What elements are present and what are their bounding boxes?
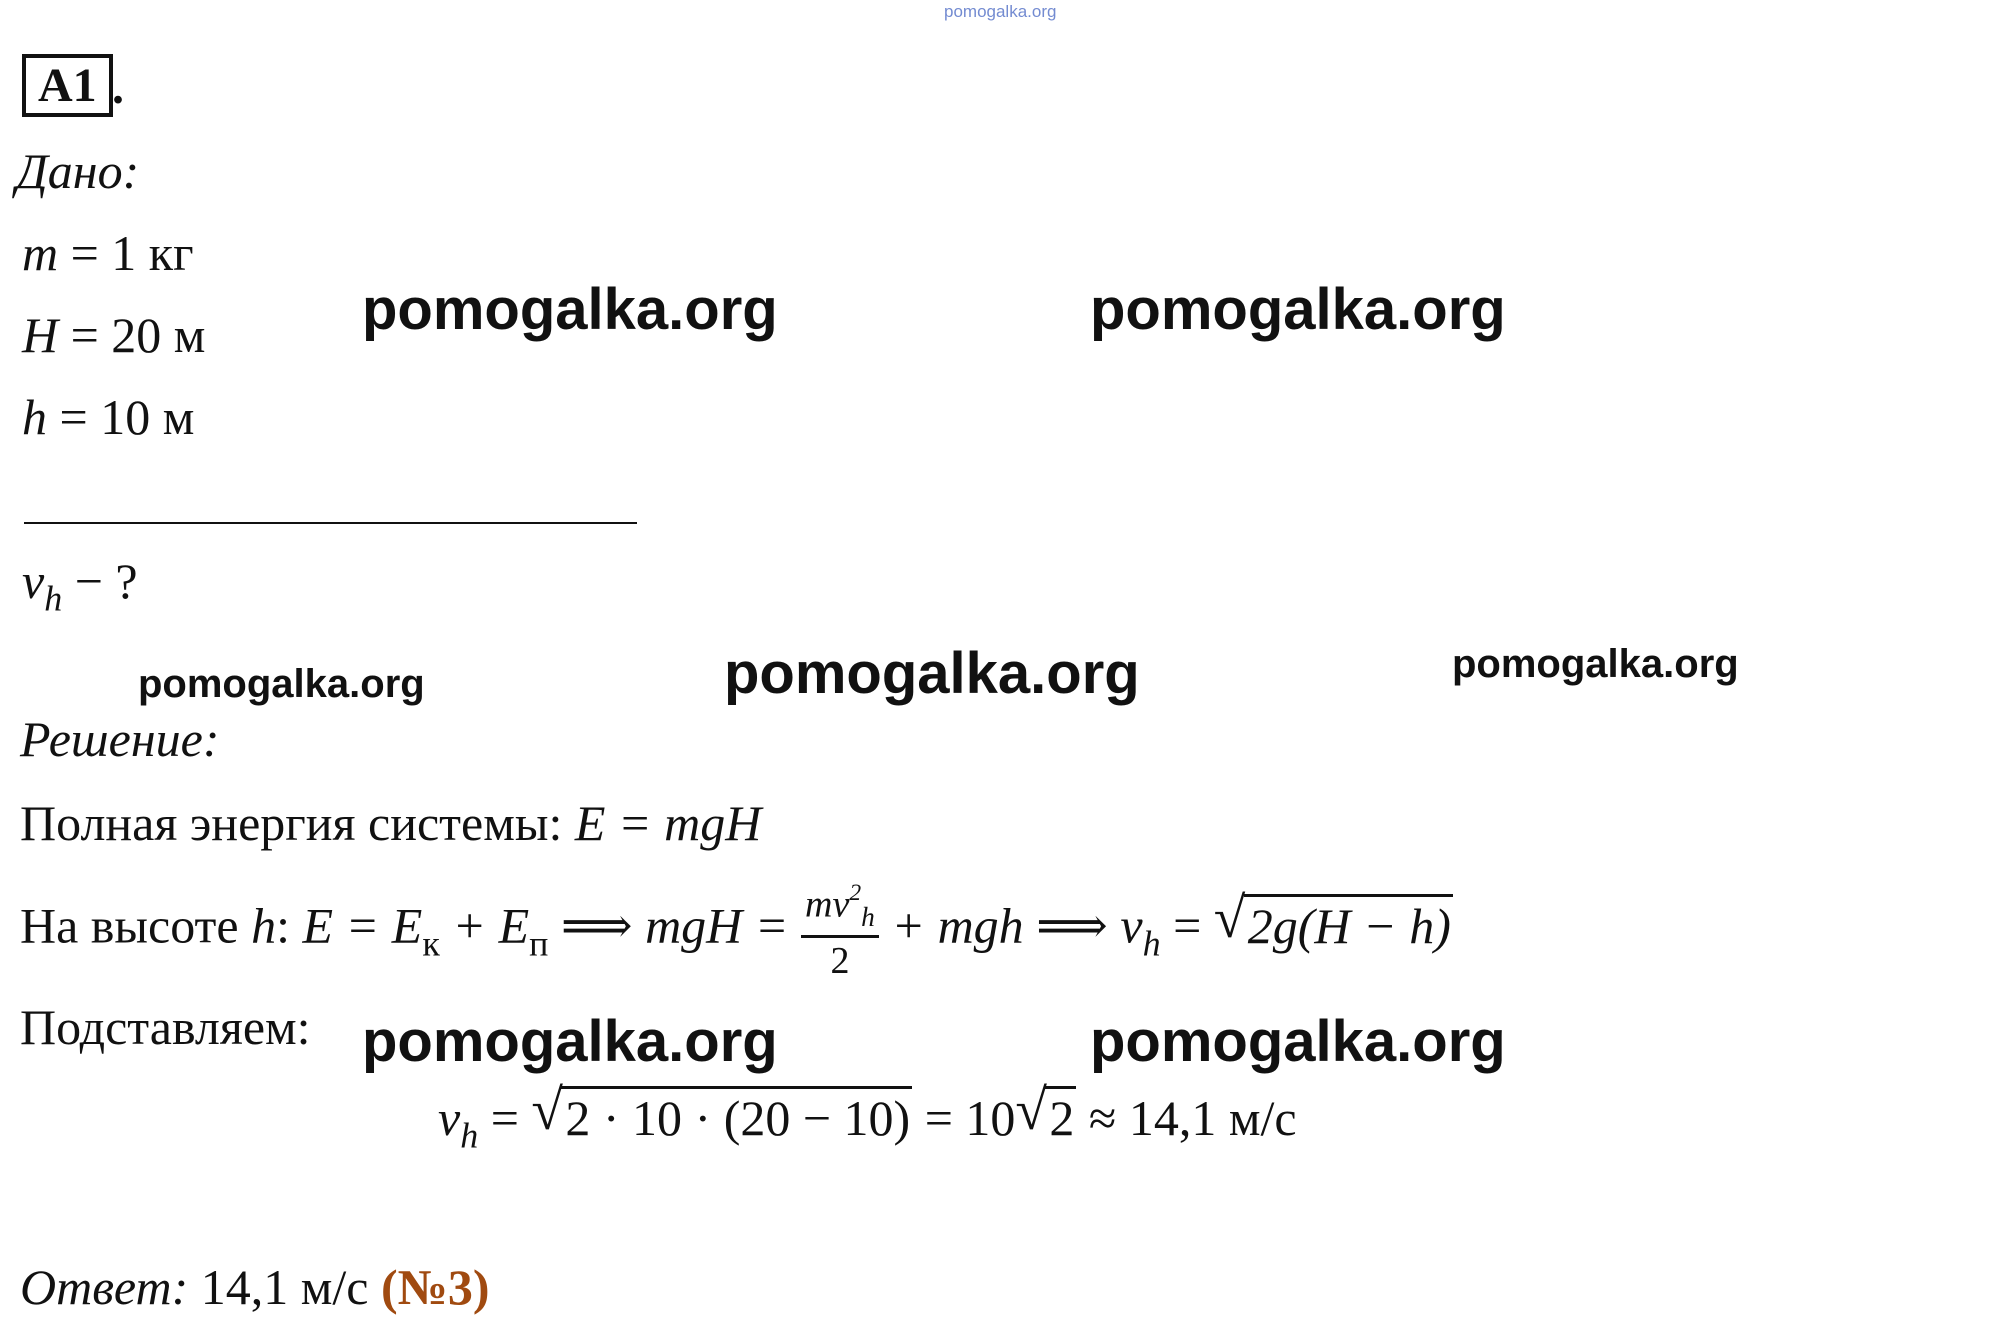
formula-sub-k: к bbox=[422, 923, 440, 964]
formula-sub-h: h bbox=[1142, 923, 1161, 964]
sqrt-body: 2 bbox=[1045, 1086, 1076, 1143]
result-mid: = 10 bbox=[912, 1090, 1016, 1146]
watermark: pomogalka.org bbox=[1090, 277, 1506, 342]
task-label: A1 bbox=[22, 54, 113, 117]
formula-part: E = E bbox=[302, 897, 423, 954]
given-var: h bbox=[22, 389, 47, 445]
formula-part: + E bbox=[439, 897, 530, 954]
fraction-numerator bbox=[801, 882, 879, 938]
solution-text: Полная энергия системы: bbox=[20, 795, 575, 851]
answer-value: 14,1 м/с bbox=[188, 1259, 381, 1315]
given-value: = 1 кг bbox=[58, 225, 194, 281]
watermark: pomogalka.org bbox=[724, 641, 1140, 706]
watermark: pomogalka.org bbox=[1090, 1009, 1506, 1074]
given-line-mass bbox=[22, 225, 194, 281]
solution-line-energy-at-height bbox=[20, 880, 1453, 983]
result-value: ≈ 14,1 м/с bbox=[1076, 1090, 1297, 1146]
sqrt-body: 2 · 10 · (20 − 10) bbox=[561, 1086, 912, 1143]
formula-sub-p: п bbox=[529, 923, 549, 964]
formula-part: mgH = bbox=[645, 897, 802, 954]
result-eq: = bbox=[478, 1090, 532, 1146]
answer-line bbox=[20, 1259, 490, 1315]
result-var: v bbox=[438, 1090, 461, 1146]
formula-total-energy: E = mgH bbox=[574, 795, 762, 851]
fraction-num-sub: h bbox=[861, 902, 875, 933]
formula-part: + mgh ⟹ v bbox=[878, 897, 1143, 954]
find-line bbox=[22, 553, 138, 619]
fraction-denominator: 2 bbox=[830, 940, 850, 983]
fraction-num-text: mv bbox=[805, 883, 850, 926]
result-sqrt-two bbox=[1015, 1079, 1076, 1146]
solution-text: На высоте bbox=[20, 897, 252, 954]
solution-line-result bbox=[438, 1079, 1297, 1156]
solution-line-total-energy bbox=[20, 795, 762, 851]
result-sqrt bbox=[531, 1079, 912, 1146]
task-label-dot: . bbox=[112, 61, 124, 114]
answer-label: Ответ: bbox=[20, 1259, 189, 1315]
watermark: pomogalka.org bbox=[138, 662, 425, 706]
given-line-height-h bbox=[22, 389, 195, 445]
formula-fraction bbox=[801, 880, 879, 983]
result-sub: h bbox=[460, 1115, 479, 1156]
sqrt-sign: √ bbox=[531, 1079, 563, 1142]
given-value: = 10 м bbox=[47, 389, 195, 445]
solution-colon: : bbox=[276, 897, 303, 954]
solution-substitute-label: Подставляем: bbox=[20, 999, 311, 1055]
sqrt-sign: √ bbox=[1015, 1079, 1047, 1142]
watermark: pomogalka.org bbox=[1452, 642, 1739, 686]
given-divider bbox=[24, 522, 637, 524]
given-heading: Дано: bbox=[16, 143, 140, 199]
watermark: pomogalka.org bbox=[362, 277, 778, 342]
answer-number: (№3) bbox=[380, 1259, 490, 1315]
formula-var-h: h bbox=[251, 897, 277, 954]
given-var: m bbox=[22, 225, 59, 281]
find-rest: − ? bbox=[62, 553, 138, 609]
formula-sqrt bbox=[1213, 886, 1453, 954]
top-watermark: pomogalka.org bbox=[944, 2, 1057, 21]
given-value: = 20 м bbox=[58, 307, 206, 363]
sqrt-body: 2g(H − h) bbox=[1244, 894, 1453, 951]
formula-eq: = bbox=[1160, 897, 1214, 954]
given-line-height-H bbox=[22, 307, 206, 363]
watermark: pomogalka.org bbox=[362, 1009, 778, 1074]
solution-heading: Решение: bbox=[20, 711, 220, 767]
fraction-num-sup: 2 bbox=[849, 880, 862, 906]
formula-arrow: ⟹ bbox=[548, 897, 646, 954]
sqrt-sign: √ bbox=[1213, 886, 1246, 950]
find-var: v bbox=[22, 553, 45, 609]
given-var: H bbox=[22, 307, 59, 363]
find-sub: h bbox=[44, 578, 63, 619]
